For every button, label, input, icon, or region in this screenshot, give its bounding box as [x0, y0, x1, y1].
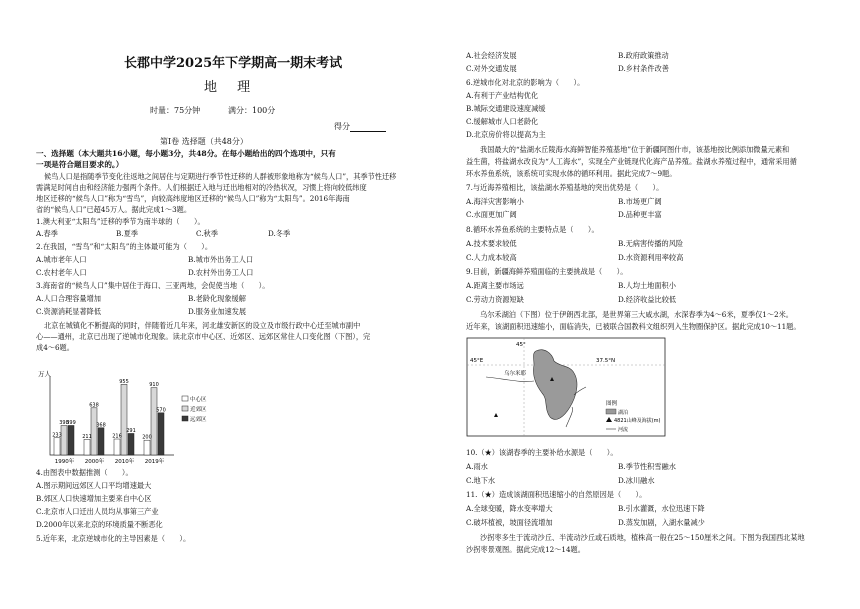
- q4-option-c[interactable]: C.北京市人口迁出人员均从事第三产业: [36, 507, 159, 516]
- q10-option-d[interactable]: D.冰川融水: [618, 476, 655, 485]
- map-place-label: 乌尔米耶: [504, 371, 527, 377]
- lake-map: [466, 337, 666, 437]
- chart-data-label: 398: [59, 420, 69, 427]
- chart-data-label: 368: [96, 422, 106, 429]
- q11-option-a[interactable]: A.全球变暖，降水变率增大: [466, 504, 553, 513]
- map-legend-title: 图例: [606, 401, 618, 407]
- chart-data-label: 910: [149, 382, 159, 389]
- chart-data-label: 200: [142, 434, 152, 441]
- chart-bar: [61, 426, 67, 455]
- q4-option-b[interactable]: B.郊区人口快速增加主要来自中心区: [36, 494, 152, 503]
- passage1-line: 地区迁移的“候鸟人口”称为“雪鸟”，向较高纬度地区迁移的“候鸟人口”称为“太阳鸟”。2016年海南: [36, 194, 350, 203]
- map-lat-mid: 37.5°N: [596, 358, 616, 364]
- chart-category-label: 2000年: [84, 459, 105, 465]
- chart-y-axis-label: 万人: [38, 370, 51, 378]
- q7-option-d[interactable]: D.品种更丰富: [618, 210, 662, 219]
- q11-option-d[interactable]: D.蒸发加剧，入湖水量减少: [618, 518, 705, 527]
- score-field-label: 得分: [334, 122, 350, 131]
- map-legend-peak: 4821山峰及海拔(m): [614, 418, 661, 424]
- q6-option-a[interactable]: A.有利于产业结构优化: [466, 91, 539, 100]
- q2-option-d[interactable]: D.农村外出务工人口: [188, 268, 254, 277]
- q7-stem: 7.与近海养殖相比，该盐湖水养殖基地的突出优势是（ ）。: [466, 183, 664, 192]
- map-lat-top: 45°: [516, 342, 526, 348]
- chart-legend-label: 远郊区: [190, 417, 207, 423]
- chart-bar: [158, 413, 164, 455]
- chart-bar: [84, 439, 90, 455]
- q7-option-a[interactable]: A.海洋灾害影响小: [466, 197, 524, 206]
- q2-option-c[interactable]: C.农村老年人口: [36, 268, 87, 277]
- map-legend-river: 河流: [618, 427, 629, 433]
- q9-stem: 9.目前，新疆海鲜养殖面临的主要挑战是（ ）。: [466, 267, 628, 276]
- chart-legend-swatch: [182, 416, 188, 421]
- q3-stem: 3.海南省的“候鸟人口”集中居住于海口、三亚两地，会促使当地（ ）。: [36, 281, 270, 290]
- chart-data-label: 570: [156, 407, 166, 414]
- q3-option-c[interactable]: C.资源消耗显著降低: [36, 307, 102, 316]
- chart-category-label: 1990年: [54, 459, 75, 465]
- q1-option-c[interactable]: C.秋季: [196, 229, 218, 238]
- chart-bar: [144, 440, 150, 455]
- q2-option-a[interactable]: A.城市老年人口: [36, 255, 87, 264]
- passage3-line: 环水养鱼系统，该系统可实现水体的循环利用。据此完成7～9题。: [466, 169, 677, 178]
- passage1-line: 候鸟人口是指随季节变化往返地之间居住与定期进行季节性迁移的人群被形象地称为“候鸟人口”，其季节性迁移: [44, 172, 397, 181]
- chart-bar: [98, 428, 104, 455]
- q9-option-b[interactable]: B.人均土地面积小: [618, 281, 676, 290]
- chart-bar: [151, 388, 157, 455]
- q6-option-c[interactable]: C.缓解城市人口老龄化: [466, 117, 539, 126]
- q4-option-a[interactable]: A.图示期间远郊区人口平均增速最大: [36, 481, 152, 490]
- chart-legend-swatch: [182, 396, 188, 401]
- chart-bar: [114, 439, 120, 455]
- instruction-line-2: 一项是符合题目要求的。）: [36, 160, 124, 169]
- chart-bar: [68, 425, 74, 455]
- q11-option-b[interactable]: B.引水灌溉，水位迅速下降: [618, 504, 705, 513]
- q4-option-d[interactable]: D.2000年以来北京的环境质量不断恶化: [36, 520, 163, 529]
- chart-bar: [128, 433, 134, 455]
- q7-option-c[interactable]: C.水面更加广阔: [466, 210, 517, 219]
- chart-category-label: 2019年: [144, 459, 165, 465]
- chart-bar: [121, 384, 127, 455]
- q11-option-c[interactable]: C.破坏植被，坡面径流增加: [466, 518, 553, 527]
- q1-stem: 1.澳大利亚“太阳鸟”迁移的季节为南半球的（ ）。: [36, 217, 205, 226]
- score-field[interactable]: [334, 122, 386, 132]
- passage2-line: 北京在城镇化不断提高的同时，伴随着近几年来，河北雄安新区的设立及市级行政中心迁至城市副中: [44, 321, 361, 330]
- q8-option-d[interactable]: D.水资源利用率较高: [618, 253, 684, 262]
- q5-option-b[interactable]: B.政府政策推动: [618, 51, 669, 60]
- passage1-line: 省的“候鸟人口”已超45万人。据此完成1～3题。: [36, 205, 192, 214]
- chart-data-label: 233: [52, 432, 62, 439]
- q3-option-d[interactable]: D.服务业加速发展: [188, 307, 247, 316]
- chart-data-label: 955: [119, 378, 129, 385]
- map-lon-left: 45°E: [470, 358, 484, 364]
- q5-stem: 5.近年来，北京逆城市化的主导因素是（ ）。: [36, 534, 191, 543]
- passage1-line: 需满足时间自由和经济能力强两个条件。人们根据迁入地与迁出地相对的冷热状况，习惯上将向较低纬度: [36, 183, 367, 192]
- chart-data-label: 399: [66, 419, 76, 426]
- chart-data-label: 211: [82, 433, 92, 440]
- section-heading: 第Ⅰ卷 选择题（共48分）: [160, 137, 248, 146]
- q1-option-b[interactable]: B.夏季: [116, 229, 138, 238]
- q6-option-d[interactable]: D.北京房价将以提高为主: [466, 130, 546, 139]
- q8-option-c[interactable]: C.人力成本较高: [466, 253, 517, 262]
- q11-stem: 11.（★）造成该湖面积迅速缩小的自然原因是（ ）。: [466, 490, 647, 499]
- passage3-line: 我国最大的“盐湖水丘陵海水海鲜智能养殖基地”位于新疆阿图什市，该基地按比例添加微量元素和: [480, 145, 790, 154]
- q10-option-c[interactable]: C.地下水: [466, 476, 496, 485]
- chart-legend-label: 近郊区: [190, 407, 207, 413]
- chart-legend-label: 中心区: [190, 397, 207, 403]
- map-legend-lake: 湖泊: [618, 410, 629, 416]
- q6-stem: 6.逆城市化对北京的影响为（ ）。: [466, 78, 585, 87]
- q3-option-a[interactable]: A.人口合理容量增加: [36, 294, 101, 303]
- time-label: 时量：75分钟: [150, 106, 201, 115]
- q3-option-b[interactable]: B.老龄化现象缓解: [188, 294, 246, 303]
- passage2-line: 心——通州，北京已出现了逆城市化现象。读北京市中心区、近郊区、远郊区常住人口变化图（下图），完: [36, 332, 371, 341]
- q1-option-a[interactable]: A.春季: [36, 229, 58, 238]
- q8-option-b[interactable]: B.无病害传播的风险: [618, 239, 684, 248]
- passage2-line: 成4～6题。: [36, 343, 74, 352]
- passage5-line: 沙拐枣多生于流动沙丘、半流动沙丘或石质地，植株高一般在25～150厘米之间。下图为我国西北某地: [480, 533, 805, 542]
- q5-option-d[interactable]: D.乡村条件改善: [618, 64, 669, 73]
- chart-legend-swatch: [182, 406, 188, 411]
- chart-data-label: 638: [89, 402, 99, 409]
- q7-option-b[interactable]: B.市场更广阔: [618, 197, 662, 206]
- q10-option-b[interactable]: B.季节性积雪融水: [618, 462, 676, 471]
- q5-option-c[interactable]: C.对外交通发展: [466, 64, 517, 73]
- q8-stem: 8.循环水养鱼系统的主要特点是（ ）。: [466, 225, 599, 234]
- q2-option-b[interactable]: B.城市外出务工人口: [188, 255, 254, 264]
- subject-title: 地 理: [204, 80, 259, 95]
- q2-stem: 2.在我国，“雪鸟”和“太阳鸟”的主体最可能为（ ）。: [36, 242, 213, 251]
- q1-option-d[interactable]: D.冬季: [268, 229, 291, 238]
- q9-option-d[interactable]: D.经济收益比较低: [618, 295, 677, 304]
- instruction-line-1: 一、选择题（本大题共16小题，每小题3分，共48分。在每小题给出的四个选项中，只有: [36, 149, 336, 158]
- q8-option-a[interactable]: A.技术要求较低: [466, 239, 517, 248]
- chart-bar: [91, 408, 97, 455]
- chart-data-label: 291: [126, 427, 136, 434]
- score-label: 满分：100分: [228, 106, 276, 115]
- passage3-line: 益生菌，将盐湖水改良为“人工海水”，实现全产业链现代化海产品养殖。盐湖水养殖过程中，通常采用循: [466, 157, 797, 166]
- score-blank[interactable]: [350, 124, 386, 132]
- chart-bar: [54, 438, 60, 455]
- chart-data-label: 216: [112, 433, 122, 440]
- q9-option-a[interactable]: A.距离主要市场远: [466, 281, 524, 290]
- legend-lake-swatch: [606, 409, 616, 414]
- q9-option-c[interactable]: C.劳动力资源短缺: [466, 295, 524, 304]
- passage4-line: 乌尔禾湖泊（下图）位于伊朗西北部，是世界第三大咸水湖，水深春季为4～6米，夏季仅1～2米。: [480, 310, 793, 319]
- passage5-line: 沙拐枣景观图。据此完成12～14题。: [466, 545, 585, 554]
- population-bar-chart: [36, 367, 216, 467]
- q10-option-a[interactable]: A.雨水: [466, 462, 488, 471]
- q5-option-a[interactable]: A.社会经济发展: [466, 51, 517, 60]
- q6-option-b[interactable]: B.城际交通建设速度减缓: [466, 104, 546, 113]
- chart-category-label: 2010年: [114, 459, 135, 465]
- passage4-line: 近年来，该湖面积迅速缩小，面临消失，已被联合国教科文组织列入生物圈保护区。据此完成10～11题。: [466, 322, 801, 331]
- exam-title: 长郡中学2025年下学期高一期末考试: [124, 56, 343, 71]
- q4-stem: 4.由图表中数据推测（ ）。: [36, 468, 133, 477]
- q10-stem: 10.（★）该湖春季的主要补给水源是（ ）。: [466, 448, 618, 457]
